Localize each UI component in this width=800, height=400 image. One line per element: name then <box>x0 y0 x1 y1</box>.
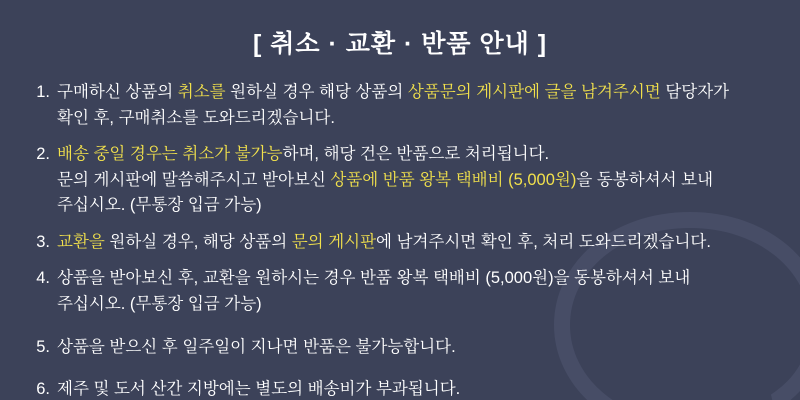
notice-item-line <box>57 193 774 219</box>
highlighted-text: 문의 게시판 <box>291 232 377 251</box>
notice-item-text <box>57 230 774 256</box>
notice-item <box>26 142 774 219</box>
notice-item-text <box>57 80 774 131</box>
notice-item-number: 2. <box>36 145 50 164</box>
highlighted-text: 배송 중일 경우는 취소가 불가능 <box>57 145 283 164</box>
notice-item <box>26 266 774 317</box>
notice-list <box>26 80 774 400</box>
notice-item-line <box>57 230 774 256</box>
notice-item-line <box>57 292 774 318</box>
highlighted-text: 취소를 <box>177 83 226 101</box>
notice-item-text <box>57 142 774 219</box>
highlighted-text: 상품에 반품 왕복 택배비 (5,000원) <box>330 170 577 189</box>
plain-text: 확인 후, 구매취소를 도와드리겠습니다. <box>57 108 335 127</box>
notice-item-text <box>57 266 774 317</box>
notice-item <box>26 80 774 131</box>
notice-item <box>26 377 774 400</box>
plain-text: 주십시오. (무통장 입금 가능) <box>57 196 262 215</box>
notice-item-number: 4. <box>36 269 50 288</box>
notice-item-line <box>57 142 774 168</box>
notice-item <box>26 230 774 256</box>
highlighted-text: 상품문의 게시판에 글을 남겨주시면 <box>407 83 661 101</box>
notice-item-line <box>57 377 774 400</box>
notice-item-line <box>57 106 774 132</box>
plain-text: 제주 및 도서 산간 지방에는 별도의 배송비가 부과됩니다. <box>57 380 461 399</box>
plain-text: 원하실 경우 해당 상품의 <box>225 83 408 101</box>
plain-text: 상품을 받으신 후 일주일이 지나면 반품은 불가능합니다. <box>57 337 456 356</box>
plain-text: 원하실 경우, 해당 상품의 <box>104 232 292 251</box>
plain-text: 주십시오. (무통장 입금 가능) <box>57 294 262 313</box>
notice-item-text <box>57 335 774 361</box>
notice-item-line <box>57 266 774 292</box>
notice-item-number: 3. <box>36 232 50 251</box>
notice-item-line <box>57 168 774 194</box>
plain-text: 문의 게시판에 말씀해주시고 받아보신 <box>57 170 331 189</box>
page-title: [ 취소 · 교환 · 반품 안내 ] <box>252 30 548 58</box>
highlighted-text: 교환을 <box>57 232 105 251</box>
notice-item-number: 5. <box>36 337 50 356</box>
notice-item-text <box>57 377 774 400</box>
notice-item-line <box>57 335 774 361</box>
plain-text: 을 동봉하셔서 보내 <box>576 170 714 189</box>
plain-text: 상품을 받아보신 후, 교환을 원하시는 경우 반품 왕복 택배비 (5,000원)을 동봉하셔서 보내 <box>57 269 691 288</box>
notice-item-line <box>57 80 774 106</box>
plain-text: 하며, 해당 건은 반품으로 처리됩니다. <box>282 145 550 164</box>
notice-item-number: 6. <box>36 380 50 399</box>
plain-text: 에 남겨주시면 확인 후, 처리 도와드리겠습니다. <box>376 232 711 251</box>
plain-text: 구매하신 상품의 <box>57 83 178 101</box>
notice-item-number: 1. <box>36 83 50 101</box>
plain-text: 담당자가 <box>660 83 730 101</box>
notice-item <box>26 335 774 361</box>
